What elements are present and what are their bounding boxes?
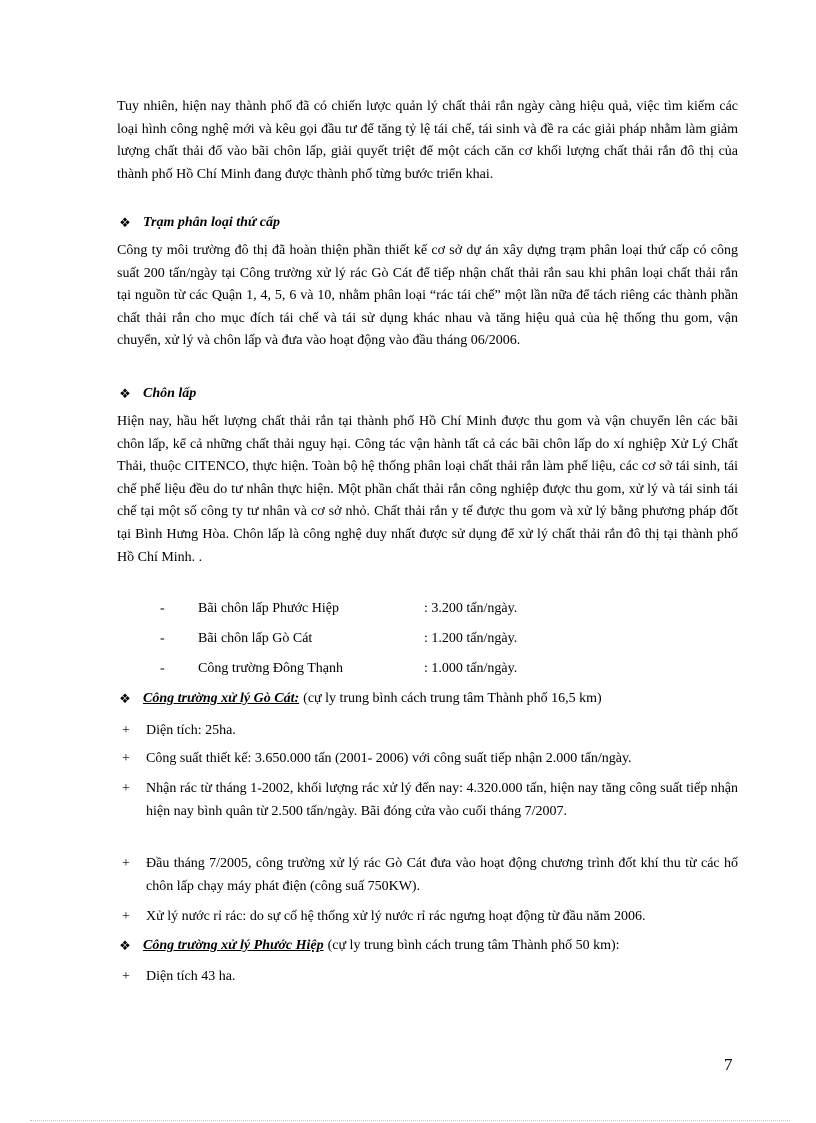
section-heading-phuochiep [117,936,620,956]
intro-paragraph: Tuy nhiên, hiện nay thành phố đã có chiến lược quản lý chất thải rắn ngày càng hiệu quả, việc tìm kiếm các loại hình công nghệ mới và kêu gọi đầu tư để tăng tỷ lệ tái chế, tái sinh và đề ra các giải pháp nhằm làm giảm lượng chất thải đổ vào bãi chôn lấp, giải quyết triệt để một cách căn cơ khối lượng chất thải rắn đô thị của thành phố Hồ Chí Minh đang được thành phố từng bước triển khai. [117,99,738,182]
diamond-bullet-icon: ❖ [119,691,131,706]
site-name: Bãi chôn lấp Gò Cát [198,631,313,646]
tram-paragraph: Công ty môi trường đô thị đã hoàn thiện phần thiết kế cơ sở dự án xây dựng trạm phân loại thứ cấp có công suất 200 tấn/ngày tại Công trường xử lý rác Gò Cát để tiếp nhận chất thải rắn sau khi phân loại chất thải rắn tại nguồn từ các Quận 1, 4, 5, 6 và 10, nhằm phân loại “rác tái chế” một lần nữa để tách riêng các thành phần chất thải rắn cho mục đích tái chế và tái sử dụng khác nhau và tăng hiệu quả của hệ thống thu gom, vận chuyển, xử lý và chôn lấp và đưa vào hoạt động vào đầu tháng 06/2006. [117,243,738,349]
section-heading-chonlap [117,384,196,404]
diamond-bullet-icon: ❖ [119,938,131,953]
section-title-tram: Trạm phân loại thứ cấp [143,215,280,230]
diamond-bullet-icon: ❖ [119,215,131,230]
section-heading-tram [117,213,280,233]
section-title-chonlap: Chôn lấp [143,386,197,401]
chonlap-paragraph: Hiện nay, hầu hết lượng chất thải rắn tại thành phố Hồ Chí Minh được thu gom và vận chuyển lên các bãi chôn lấp, kể cả những chất thải nguy hại. Công tác vận hành tất cả các bãi chôn lấp do xí nghiệp Xử Lý Chất Thải, thuộc CITENCO, thực hiện. Toàn bộ hệ thống phân loại chất thải rắn làm phế liệu, các cơ sở tái sinh, tái chế phế liệu đều do tư nhân thực hiện. Một phần chất thải rắn công nghiệp được thu gom, xử lý và tái sinh tái chế tại một số công ty tư nhân và cơ sở nhỏ. Chất thải rắn y tế được thu gom và xử lý bằng phương pháp đốt tại Bình Hưng Hòa. Chôn lấp là công nghệ duy nhất được sử dụng để xử lý chất thải rắn đô thị tại thành phố Hồ Chí Minh. . [117,414,738,565]
site-capacity: : 1.200 tấn/ngày. [424,631,518,646]
page-bottom-divider [30,1120,790,1121]
section-title-gocat: Công trường xử lý Gò Cát: [143,691,300,706]
page-number: 7 [724,1055,733,1074]
site-name: Bãi chôn lấp Phước Hiệp [198,601,339,616]
document-page: Tuy nhiên, hiện nay thành phố đã có chiến lược quản lý chất thải rắn ngày càng hiệu quả, việc tìm kiếm các loại hình công nghệ mới và kêu gọi đầu tư để tăng tỷ lệ tái chế, tái sinh và đề ra các giải pháp nhằm làm giảm lượng chất thải đổ vào bãi chôn lấp, giải quyết triệt để một cách căn cơ khối lượng chất thải rắn đô thị của thành phố Hồ Chí Minh đang được thành phố từng bước triển khai. ❖ Trạm phân loại thứ cấp Công ty môi trường đô thị đã hoàn thiện phần thiết kế cơ sở dự án xây dựng trạm phân loại thứ cấp có công suất 200 tấn/ngày tại Công trường xử lý rác Gò Cát để tiếp nhận chất thải rắn sau khi phân loại chất thải rắn tại nguồn từ các Quận 1, 4, 5, 6 và 10, nhằm phân loại “rác tái chế” một lần nữa để tách riêng các thành phần chất thải rắn cho mục đích tái chế và tái sử dụng khác nhau và tăng hiệu quả của hệ thống thu gom, vận chuyển, xử lý và chôn lấp và đưa vào hoạt động vào đầu tháng 06/2006. ❖ Chôn lấp Hiện nay, hầu hết lượng chất thải rắn tại thành phố Hồ Chí Minh được thu gom và vận chuyển lên các bãi chôn lấp, kể cả những chất thải nguy hại. Công tác vận hành tất cả các bãi chôn lấp do xí nghiệp Xử Lý Chất Thải, thuộc CITENCO, thực hiện. Toàn bộ hệ thống phân loại chất thải rắn làm phế liệu, các cơ sở tái sinh, tái chế phế liệu đều do tư nhân thực hiện. Một phần chất thải rắn công nghiệp được thu gom, xử lý và tái sinh tái chế tại một số công ty tư nhân và cơ sở nhỏ. Chất thải rắn y tế được thu gom và xử lý bằng phương pháp đốt tại Bình Hưng Hòa. Chôn lấp là công nghệ duy nhất được sử dụng để xử lý chất thải rắn đô thị tại thành phố Hồ Chí Minh. . - Bãi chôn lấp Phước Hiệp : 3.200 tấn/ngày. - Bãi chôn lấp Gò Cát : 1.200 tấn/ngày. - Công trường Đông Thạnh : 1.000 tấn/ngày. ❖ Công trường xử lý Gò Cát: (cự ly trung bình cách trung tâm Thành phố 16,5 km) + Diện tích: 25ha. + Công suất thiết kế: 3.650.000 tấn (2001- 2006) với công suất tiếp nhận 2.000 tấn/ngày. + Nhận rác từ tháng 1-2002, khối lượng rác xử lý đến nay: 4.320.000 tấn, hiện nay tăng công suất tiếp nhận hiện nay bình quân từ 2.500 tấn/ngày. Bãi đóng cửa vào cuối tháng 7/2007. + Đầu tháng 7/2005, công trường xử lý rác Gò Cát đưa vào hoạt động chương trình đốt khí thu từ các hố chôn lấp chạy máy phát điện (công suấ 750KW). + Xử lý nước rỉ rác: do sự cố hệ thống xử lý nước rỉ rác ngưng hoạt động từ đầu năm 2006. ❖ Công trường xử lý Phước Hiệp (cự ly trung bình cách trung tâm Thành phố 50 km): + Diện tích 43 ha. 7 [0,0,816,1123]
site-capacity: : 1.000 tấn/ngày. [424,661,518,676]
diamond-bullet-icon: ❖ [119,386,131,401]
section-distance-phuochiep: (cự ly trung bình cách trung tâm Thành phố 50 km): [327,938,620,953]
site-capacity: : 3.200 tấn/ngày. [424,601,518,616]
section-distance-gocat: (cự ly trung bình cách trung tâm Thành phố 16,5 km) [303,691,602,706]
site-name: Công trường Đông Thạnh [198,661,344,676]
section-heading-gocat [117,689,602,709]
section-title-phuochiep: Công trường xử lý Phước Hiệp [143,938,324,953]
